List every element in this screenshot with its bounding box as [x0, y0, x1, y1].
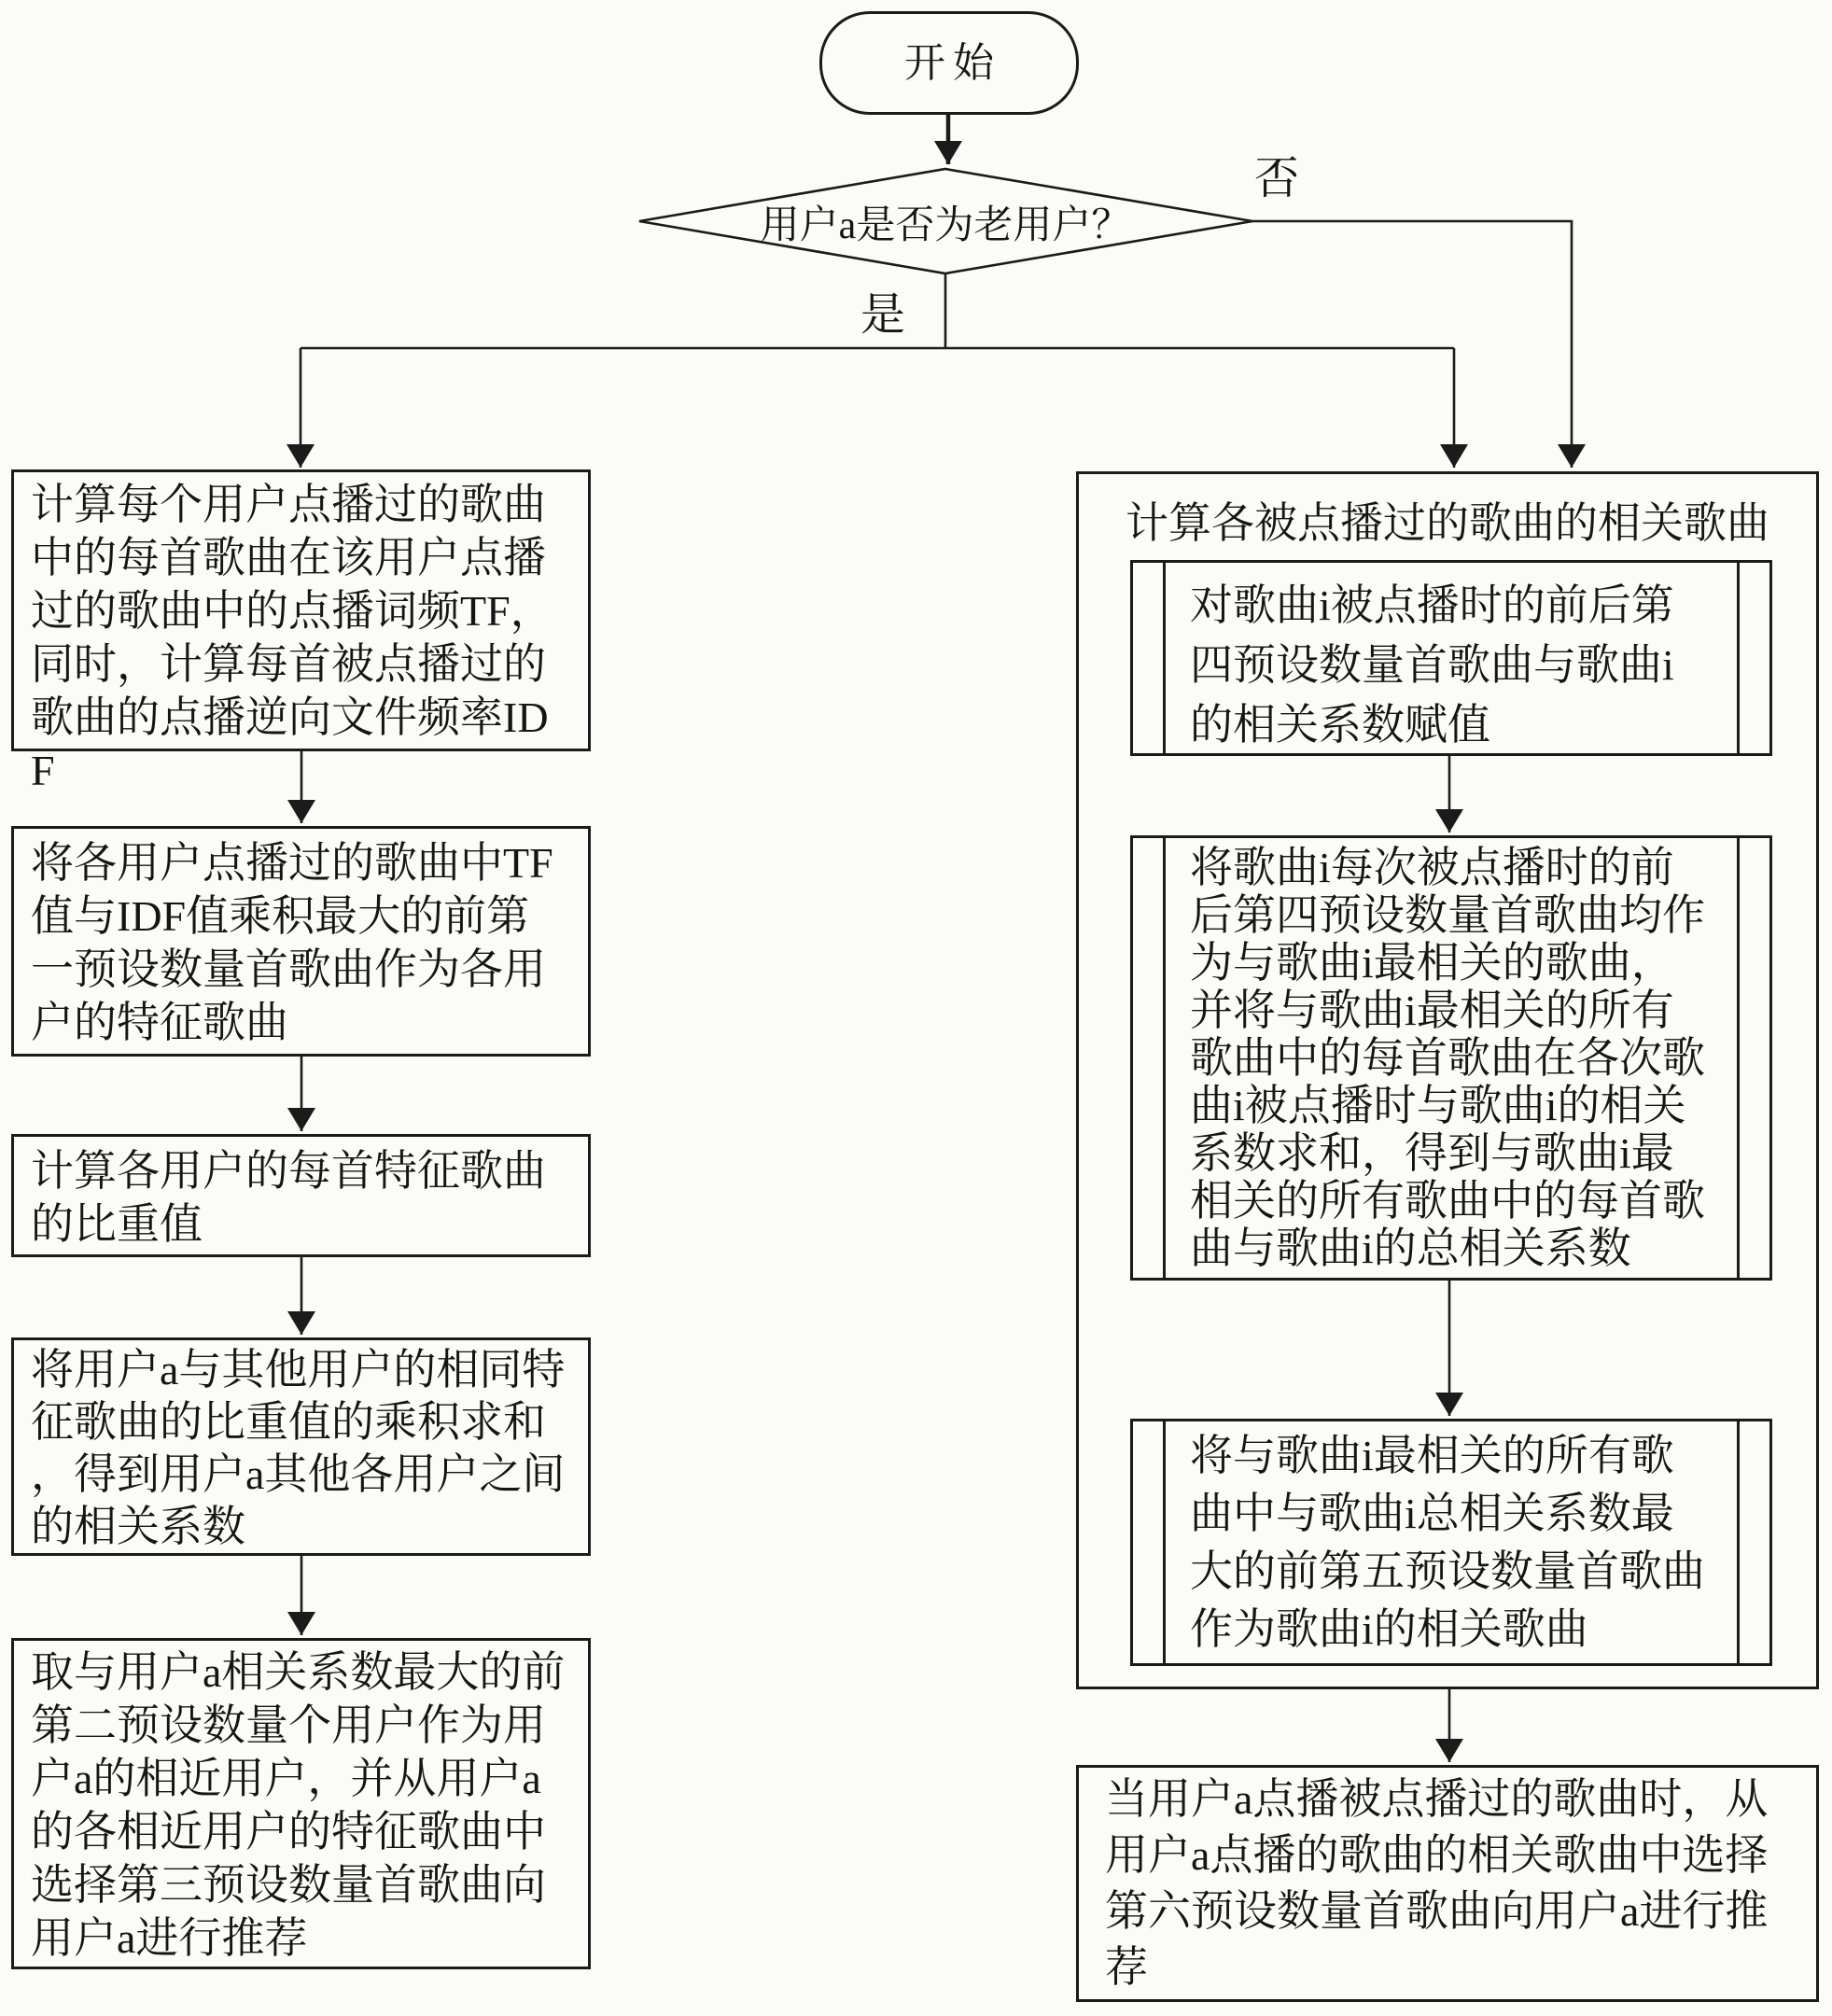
left-step-feature-songs: 将各用户点播过的歌曲中TF值与IDF值乘积最大的前第一预设数量首歌曲作为各用户的特征歌曲 — [11, 826, 591, 1057]
left-step-recommend-from-neighbors: 取与用户a相关系数最大的前第二预设数量个用户作为用户a的相近用户，并从用户a的各相近用户的特征歌曲中选择第三预设数量首歌曲向用户a进行推荐 — [11, 1638, 591, 1969]
sub-step-top-related-songs — [1130, 1419, 1772, 1666]
sub-step-text: 对歌曲i被点播时的前后第四预设数量首歌曲与歌曲i的相关系数赋值 — [1190, 581, 1674, 749]
start-node: 开始 — [819, 11, 1079, 115]
sub-step-text: 将与歌曲i最相关的所有歌曲中与歌曲i总相关系数最大的前第五预设数量首歌曲作为歌曲i的相关歌曲 — [1190, 1432, 1705, 1653]
no-branch-label: 否 — [1254, 154, 1300, 203]
predefined-process-right-bar-icon — [1737, 838, 1740, 1278]
yes-branch-label: 是 — [860, 290, 906, 340]
group-title: 计算各被点播过的歌曲的相关歌曲 — [1126, 499, 1769, 547]
sub-step-assign-coefficients — [1130, 560, 1772, 756]
final-step-recommend-related-songs: 当用户a点播被点播过的歌曲时，从用户a点播的歌曲的相关歌曲中选择第六预设数量首歌曲向用户a进行推荐 — [1076, 1765, 1819, 2002]
decision-node: 用户a是否为老用户？ — [760, 204, 1131, 247]
left-step-user-correlation: 将用户a与其他用户的相同特征歌曲的比重值的乘积求和，得到用户a其他各用户之间的相关系数 — [11, 1337, 591, 1556]
predefined-process-left-bar-icon — [1163, 1421, 1166, 1663]
connector-no-branch — [1252, 221, 1572, 468]
predefined-process-right-bar-icon — [1737, 1421, 1740, 1663]
predefined-process-left-bar-icon — [1163, 563, 1166, 753]
predefined-process-right-bar-icon — [1737, 563, 1740, 753]
sub-step-text: 将歌曲i每次被点播时的前后第四预设数量首歌曲均作为与歌曲i最相关的歌曲，并将与歌曲i最相关的所有歌曲中的每首歌曲在各次歌曲i被点播时与歌曲i的相关系数求和，得到与歌曲i最相关的所有歌曲中的每首歌曲与歌曲i的总相关系数 — [1190, 844, 1705, 1272]
predefined-process-left-bar-icon — [1163, 838, 1166, 1278]
sub-step-sum-coefficients — [1130, 835, 1772, 1281]
left-step-compute-tf-idf: 计算每个用户点播过的歌曲中的每首歌曲在该用户点播过的歌曲中的点播词频TF，同时，计算每首被点播过的歌曲的点播逆向文件频率IDF — [11, 469, 591, 751]
left-step-weight-values: 计算各用户的每首特征歌曲的比重值 — [11, 1134, 591, 1257]
